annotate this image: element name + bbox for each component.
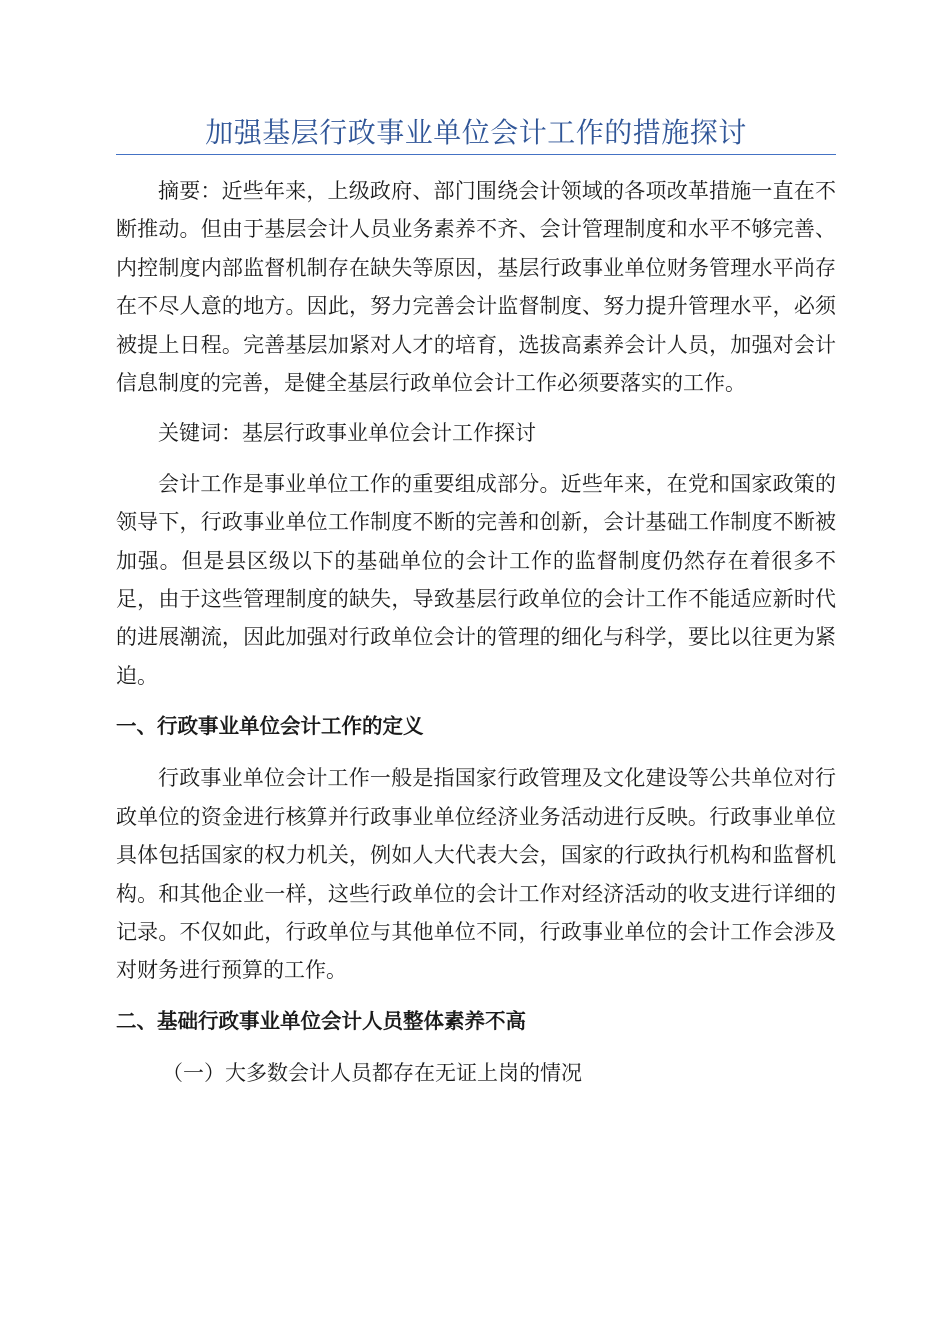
section-1-heading: 一、行政事业单位会计工作的定义 [116, 714, 424, 739]
document-title: 加强基层行政事业单位会计工作的措施探讨 [205, 116, 747, 149]
title-underline [116, 154, 836, 155]
keywords-paragraph: 关键词：基层行政事业单位会计工作探讨 [158, 421, 536, 446]
abstract-paragraph: 摘要：近些年来，上级政府、部门围绕会计领域的各项改革措施一直在不断推动。但由于基层会计人员业务素养不齐、会计管理制度和水平不够完善、内控制度内部监督机制存在缺失等原因，基层行政事业单位财务管理水平尚存在不尽人意的地方。因此，努力完善会计监督制度、努力提升管理水平，必须被提上日程。完善基层加紧对人才的培育，选拔高素养会计人员，加强对会计信息制度的完善，是健全基层行政单位会计工作必须要落实的工作。 [116, 179, 836, 396]
section-2-heading: 二、基础行政事业单位会计人员整体素养不高 [116, 1008, 526, 1033]
intro-paragraph: 会计工作是事业单位工作的重要组成部分。近些年来，在党和国家政策的领导下，行政事业单位工作制度不断的完善和创新，会计基础工作制度不断被加强。但是县区级以下的基础单位的会计工作的监督制度仍然存在着很多不足，由于这些管理制度的缺失，导致基层行政单位的会计工作不能适应新时代的进展潮流，因此加强对行政单位会计的管理的细化与科学，要比以往更为紧迫。 [116, 471, 836, 688]
section-2-subheading-1: （一）大多数会计人员都存在无证上岗的情况 [162, 1060, 582, 1085]
document-body [116, 172, 836, 1092]
section-1-paragraph: 行政事业单位会计工作一般是指国家行政管理及文化建设等公共单位对行政单位的资金进行核算并行政事业单位经济业务活动进行反映。行政事业单位具体包括国家的权力机关，例如人大代表大会，国家的行政执行机构和监督机构。和其他企业一样，这些行政单位的会计工作对经济活动的收支进行详细的记录。不仅如此，行政单位与其他单位不同，行政事业单位的会计工作会涉及对财务进行预算的工作。 [116, 766, 836, 983]
